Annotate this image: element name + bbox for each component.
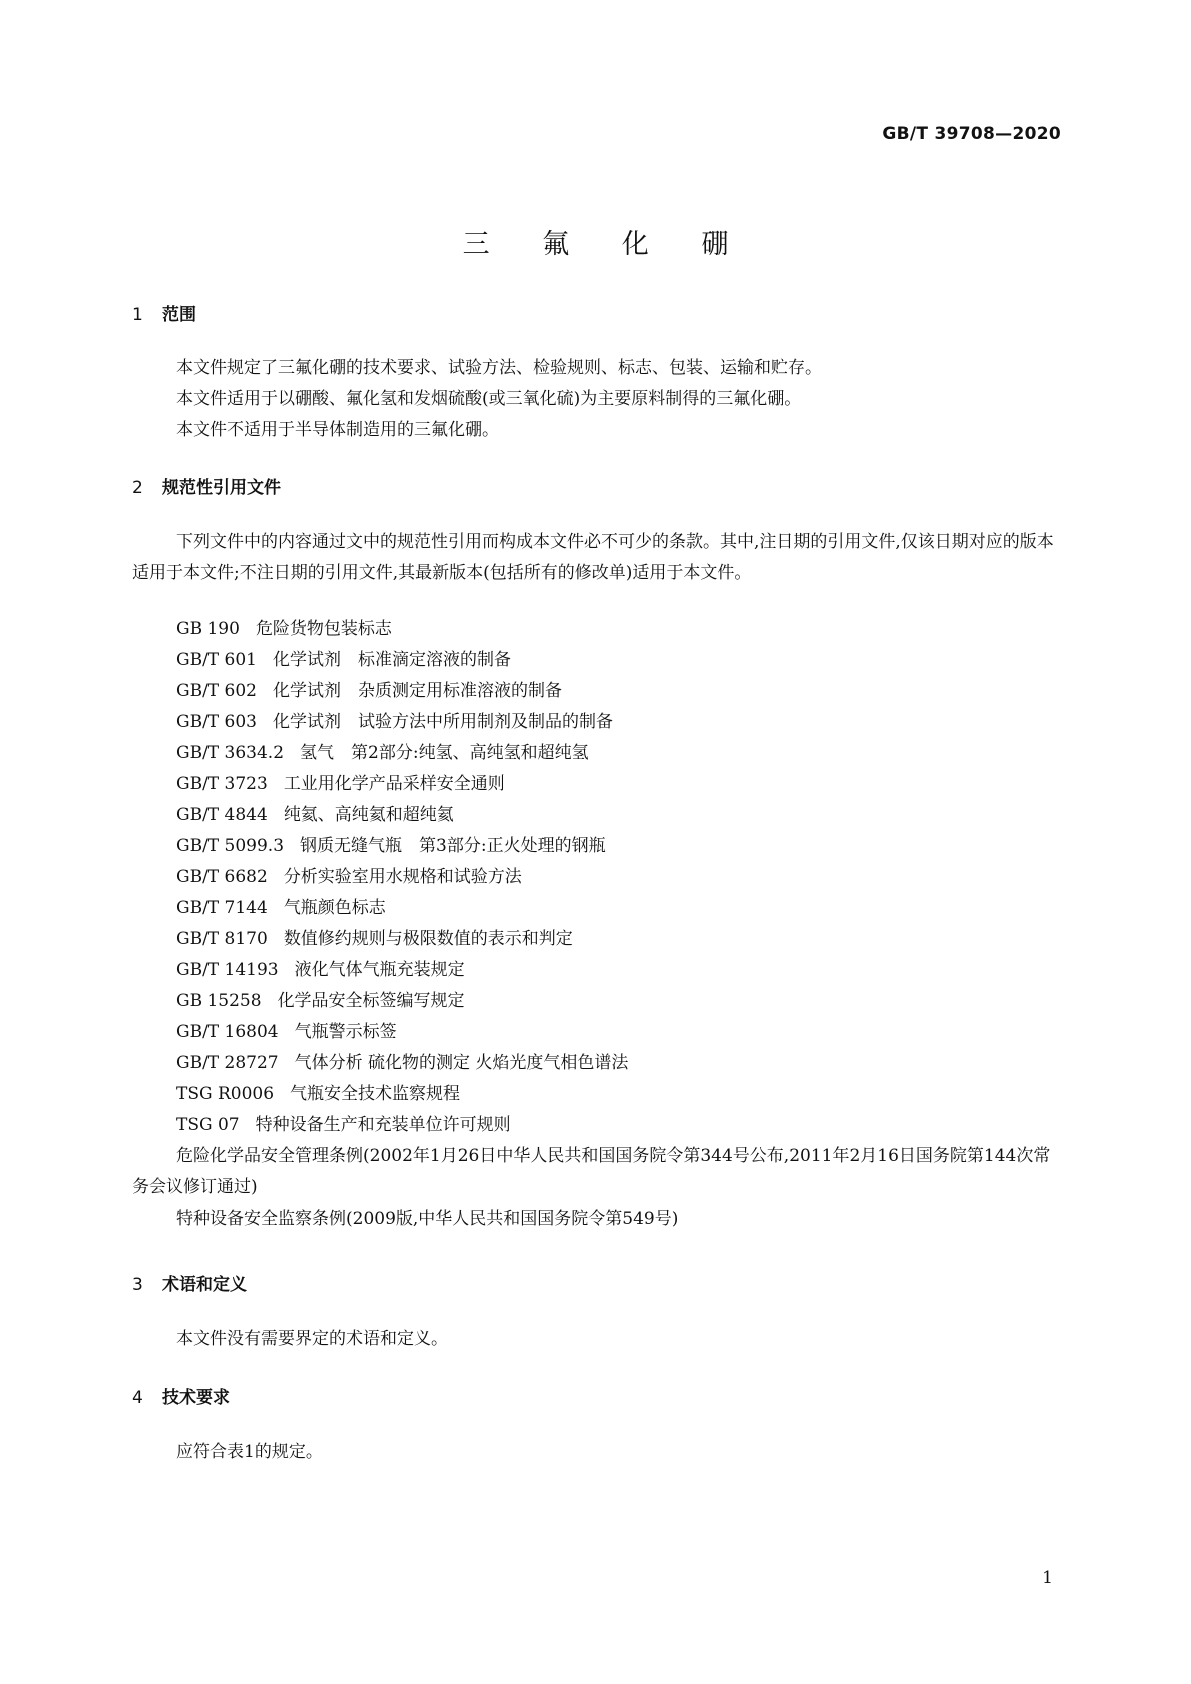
reference-code: GB/T 14193 — [176, 960, 279, 980]
reference-code: GB/T 5099.3 — [176, 836, 285, 856]
reference-code: GB/T 16804 — [176, 1022, 279, 1042]
regulation-paragraph: 危险化学品安全管理条例(2002年1月26日中华人民共和国国务院令第344号公布,2011年2月16日国务院第144次常务会议修订通过) — [132, 1146, 1051, 1197]
reference-code: GB 190 — [176, 619, 240, 639]
reference-code: GB/T 3634.2 — [176, 743, 285, 763]
reference-item — [176, 676, 1066, 707]
reference-code: GB/T 4844 — [176, 805, 268, 825]
reference-item — [176, 1048, 1066, 1079]
reference-title: 钢质无缝气瓶 第3部分:正火处理的钢瓶 — [300, 836, 606, 856]
document-title: 三 氟 化 硼 — [462, 229, 751, 260]
section-number: 2 — [132, 478, 143, 498]
reference-title: 纯氦、高纯氦和超纯氦 — [283, 805, 454, 825]
scope-paragraph: 本文件适用于以硼酸、氟化氢和发烟硫酸(或三氧化硫)为主要原料制得的三氟化硼。 — [176, 389, 802, 409]
standard-code: GB/T 39708—2020 — [882, 124, 1061, 144]
reference-code: GB/T 603 — [176, 712, 257, 732]
reference-item — [176, 986, 1066, 1017]
reference-code: GB/T 602 — [176, 681, 257, 701]
section-title: 术语和定义 — [162, 1275, 247, 1295]
technical-paragraph: 应符合表1的规定。 — [176, 1442, 323, 1462]
section-number: 4 — [132, 1388, 143, 1408]
reference-title: 液化气体气瓶充装规定 — [294, 960, 465, 980]
reference-item — [176, 769, 1066, 800]
terms-body — [132, 1324, 1062, 1355]
reference-title: 气瓶安全技术监察规程 — [290, 1084, 461, 1104]
reference-item — [176, 800, 1066, 831]
terms-paragraph: 本文件没有需要界定的术语和定义。 — [176, 1329, 448, 1349]
reference-item — [176, 831, 1066, 862]
reference-item — [176, 738, 1066, 769]
section-heading-technical — [132, 1383, 230, 1408]
reference-item — [176, 924, 1066, 955]
reference-title: 化学试剂 标准滴定溶液的制备 — [273, 650, 511, 670]
reference-title: 数值修约规则与极限数值的表示和判定 — [283, 929, 573, 949]
reference-item — [176, 1110, 1066, 1141]
reference-item — [176, 614, 1066, 645]
section-number: 3 — [132, 1275, 143, 1295]
reference-code: TSG R0006 — [176, 1084, 275, 1104]
reference-item — [176, 862, 1066, 893]
regulation-paragraph: 特种设备安全监察条例(2009版,中华人民共和国国务院令第549号) — [176, 1209, 679, 1229]
reference-code: GB/T 601 — [176, 650, 257, 670]
normative-intro: 下列文件中的内容通过文中的规范性引用而构成本文件必不可少的条款。其中,注日期的引用文件,仅该日期对应的版本适用于本文件;不注日期的引用文件,其最新版本(包括所有的修改单)适用于本文件。 — [132, 532, 1054, 583]
reference-title: 化学试剂 试验方法中所用制剂及制品的制备 — [273, 712, 613, 732]
reference-list — [176, 614, 1066, 1141]
page-number: 1 — [1042, 1568, 1053, 1588]
reference-item — [176, 1079, 1066, 1110]
reference-title: 分析实验室用水规格和试验方法 — [283, 867, 522, 887]
reference-title: 工业用化学产品采样安全通则 — [283, 774, 505, 794]
section-heading-terms — [132, 1270, 247, 1295]
reference-item — [176, 707, 1066, 738]
reference-item — [176, 645, 1066, 676]
reference-code: GB/T 8170 — [176, 929, 268, 949]
reference-item — [176, 893, 1066, 924]
reference-item — [176, 1017, 1066, 1048]
section-heading-scope — [132, 300, 196, 325]
reference-title: 特种设备生产和充装单位许可规则 — [255, 1115, 511, 1135]
reference-title: 化学试剂 杂质测定用标准溶液的制备 — [273, 681, 562, 701]
reference-title: 气瓶警示标签 — [294, 1022, 397, 1042]
reference-title: 氢气 第2部分:纯氢、高纯氢和超纯氢 — [300, 743, 589, 763]
section-heading-normative — [132, 473, 281, 498]
scope-paragraph: 本文件不适用于半导体制造用的三氟化硼。 — [176, 420, 499, 440]
reference-code: GB/T 28727 — [176, 1053, 279, 1073]
reference-code: GB/T 3723 — [176, 774, 268, 794]
reference-code: GB/T 7144 — [176, 898, 268, 918]
reference-title: 气瓶颜色标志 — [283, 898, 386, 918]
scope-body — [132, 353, 1062, 446]
section-title: 规范性引用文件 — [162, 478, 281, 498]
section-title: 技术要求 — [162, 1388, 230, 1408]
section-title: 范围 — [162, 305, 196, 325]
section-number: 1 — [132, 305, 143, 325]
reference-title: 气体分析 硫化物的测定 火焰光度气相色谱法 — [294, 1053, 629, 1073]
reference-title: 危险货物包装标志 — [255, 619, 392, 639]
technical-body — [132, 1437, 1062, 1468]
reference-code: GB 15258 — [176, 991, 262, 1011]
reference-code: TSG 07 — [176, 1115, 240, 1135]
reference-title: 化学品安全标签编写规定 — [277, 991, 465, 1011]
reference-code: GB/T 6682 — [176, 867, 268, 887]
scope-paragraph: 本文件规定了三氟化硼的技术要求、试验方法、检验规则、标志、包装、运输和贮存。 — [176, 358, 822, 378]
reference-item — [176, 955, 1066, 986]
